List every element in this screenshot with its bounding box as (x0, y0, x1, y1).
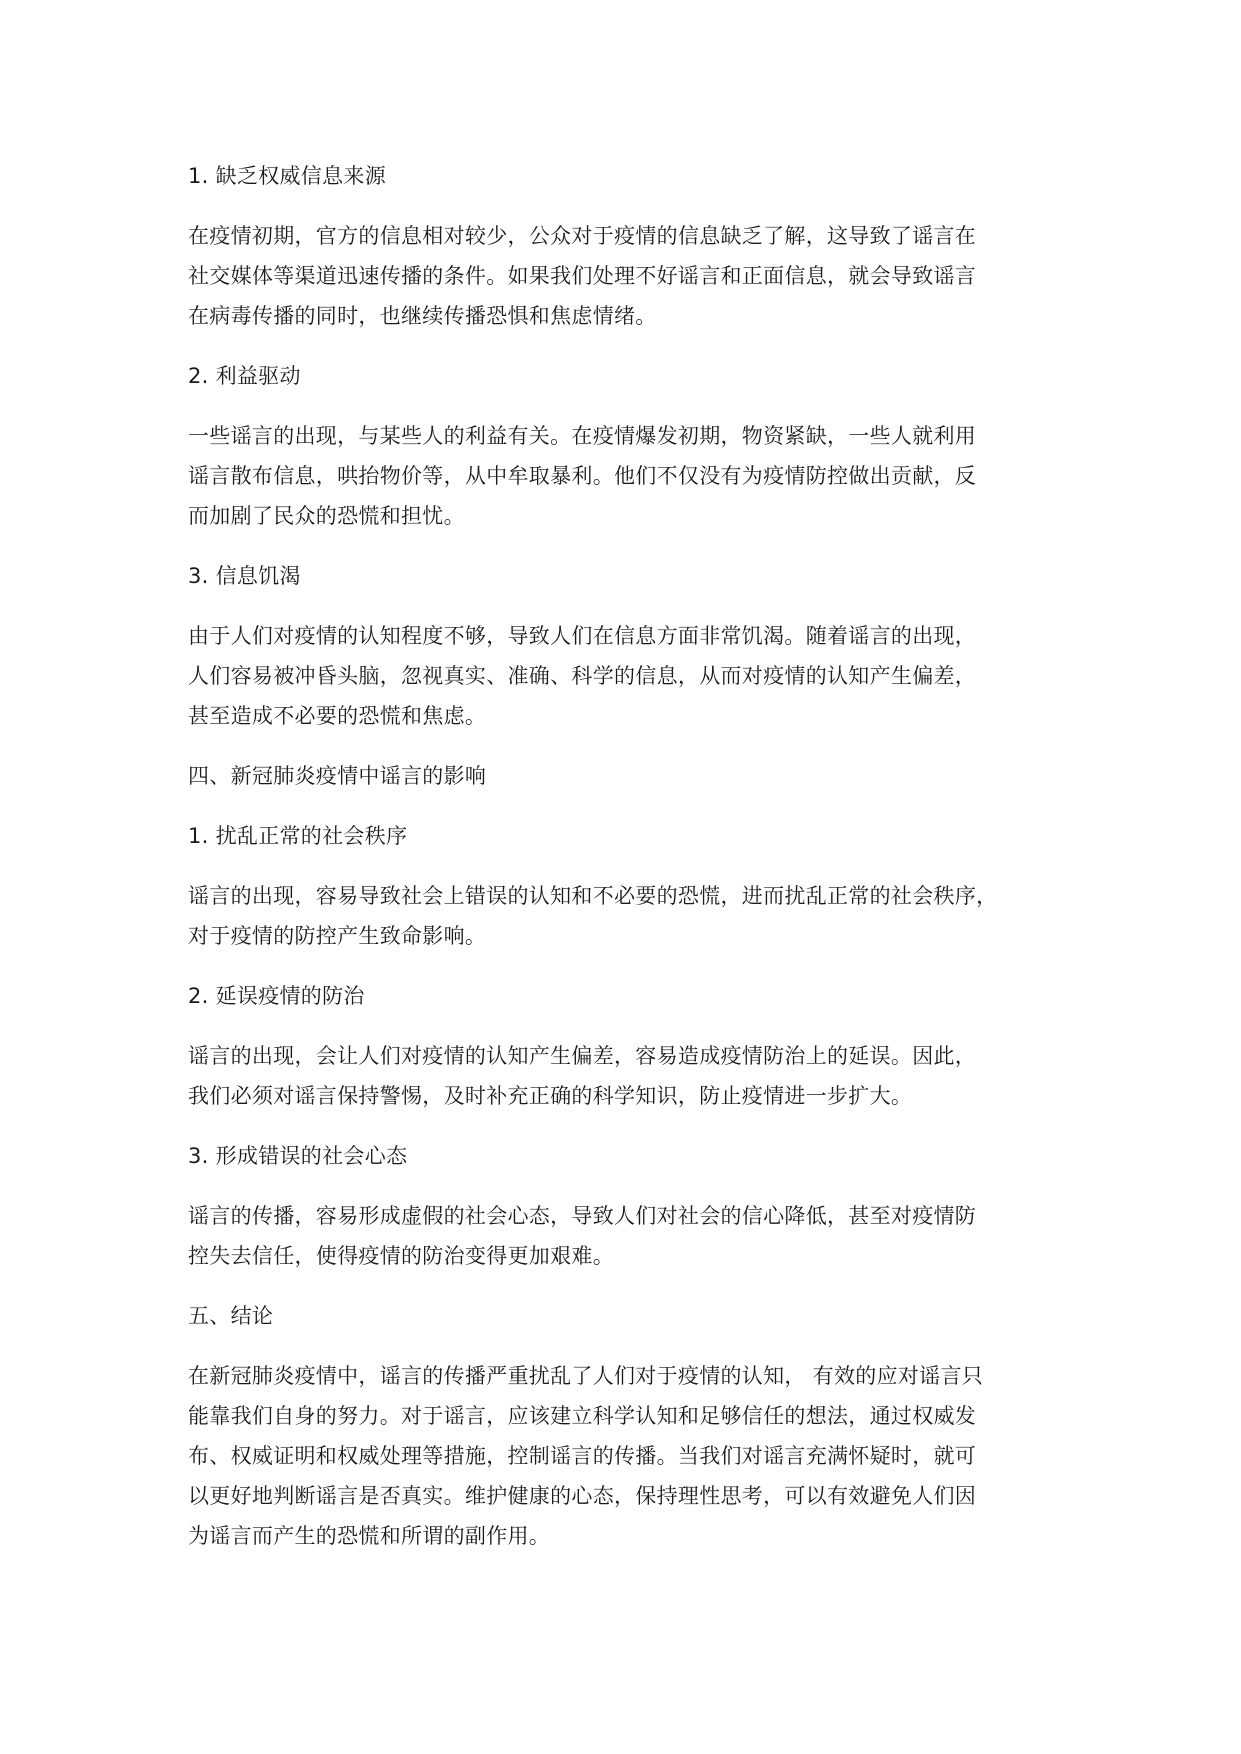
paragraph-line: 社交媒体等渠道迅速传播的条件。如果我们处理不好谣言和正面信息，就会导致谣言 (188, 264, 977, 288)
paragraph-line: 以更好地判断谣言是否真实。维护健康的心态，保持理性思考，可以有效避免人们因 (188, 1484, 977, 1508)
paragraph-line: 由于人们对疫情的认知程度不够，导致人们在信息方面非常饥渴。随着谣言的出现， (188, 624, 977, 648)
paragraph-line: 在新冠肺炎疫情中，谣言的传播严重扰乱了人们对于疫情的认知， 有效的应对谣言只 (188, 1364, 984, 1388)
paragraph-line: 谣言散布信息，哄抬物价等，从中牟取暴利。他们不仅没有为疫情防控做出贡献，反 (188, 464, 977, 488)
paragraph-line: 在疫情初期，官方的信息相对较少，公众对于疫情的信息缺乏了解，这导致了谣言在 (188, 224, 977, 248)
paragraph-line: 控失去信任，使得疫情的防治变得更加艰难。 (188, 1244, 614, 1268)
heading-text: 3. 信息饥渴 (188, 564, 301, 588)
section-heading (188, 356, 1078, 396)
paragraph-line: 谣言的传播，容易形成虚假的社会心态，导致人们对社会的信心降低，甚至对疫情防 (188, 1204, 977, 1228)
paragraph (188, 876, 1078, 956)
chapter-heading (188, 1296, 1078, 1336)
paragraph-line: 而加剧了民众的恐慌和担忧。 (188, 504, 465, 528)
paragraph-line: 在病毒传播的同时，也继续传播恐惧和焦虑情绪。 (188, 304, 657, 328)
paragraph-line: 能靠我们自身的努力。对于谣言，应该建立科学认知和足够信任的想法，通过权威发 (188, 1404, 977, 1428)
paragraph (188, 1356, 1078, 1556)
heading-text: 1. 扰乱正常的社会秩序 (188, 824, 408, 848)
paragraph-line: 对于疫情的防控产生致命影响。 (188, 924, 487, 948)
paragraph (188, 616, 1078, 736)
paragraph-line: 甚至造成不必要的恐慌和焦虑。 (188, 704, 487, 728)
section-heading (188, 1136, 1078, 1176)
heading-text: 四、新冠肺炎疫情中谣言的影响 (188, 764, 487, 788)
heading-text: 五、结论 (188, 1304, 274, 1328)
section-heading (188, 976, 1078, 1016)
paragraph (188, 1196, 1078, 1276)
chapter-heading (188, 756, 1078, 796)
section-heading (188, 156, 1078, 196)
paragraph-line: 我们必须对谣言保持警惕，及时补充正确的科学知识，防止疫情进一步扩大。 (188, 1084, 913, 1108)
section-heading (188, 556, 1078, 596)
document-body (188, 156, 1078, 1576)
heading-text: 1. 缺乏权威信息来源 (188, 164, 387, 188)
paragraph-line: 为谣言而产生的恐慌和所谓的副作用。 (188, 1524, 551, 1548)
section-heading (188, 816, 1078, 856)
paragraph-line: 谣言的出现，会让人们对疫情的认知产生偏差，容易造成疫情防治上的延误。因此， (188, 1044, 977, 1068)
paragraph-line: 一些谣言的出现，与某些人的利益有关。在疫情爆发初期，物资紧缺，一些人就利用 (188, 424, 977, 448)
heading-text: 2. 延误疫情的防治 (188, 984, 365, 1008)
heading-text: 3. 形成错误的社会心态 (188, 1144, 408, 1168)
paragraph (188, 216, 1078, 336)
paragraph-line: 谣言的出现，容易导致社会上错误的认知和不必要的恐慌，进而扰乱正常的社会秩序， (188, 884, 998, 908)
paragraph (188, 416, 1078, 536)
paragraph (188, 1036, 1078, 1116)
paragraph-line: 人们容易被冲昏头脑，忽视真实、准确、科学的信息，从而对疫情的认知产生偏差， (188, 664, 977, 688)
paragraph-line: 布、权威证明和权威处理等措施，控制谣言的传播。当我们对谣言充满怀疑时，就可 (188, 1444, 977, 1468)
heading-text: 2. 利益驱动 (188, 364, 301, 388)
